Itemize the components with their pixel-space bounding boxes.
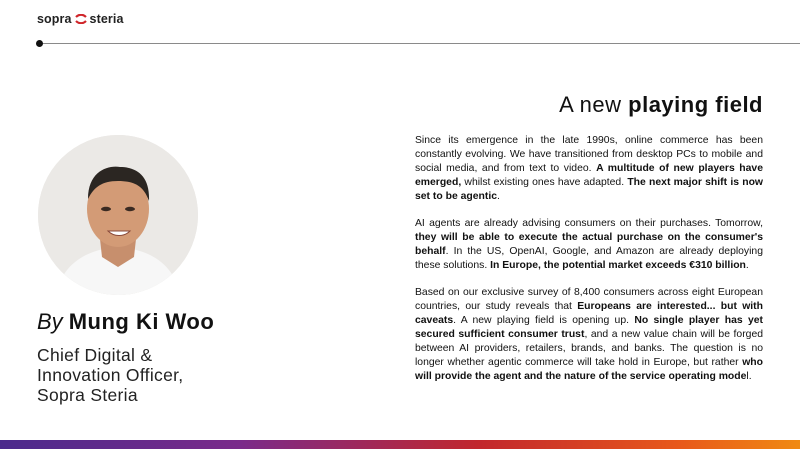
author-byline [37,309,214,335]
body-text: l. [746,371,752,382]
highlight-text: Europeans are interested... but with caveats [415,301,763,326]
highlight-text: In Europe, the potential market exceeds €310 billion [490,260,746,271]
logo-mark-icon [74,14,88,24]
body-text: . [497,191,500,202]
title-light: A new [559,92,622,117]
body-paragraph [415,217,763,273]
author-portrait [38,135,198,295]
author-role [37,345,183,405]
body-text: AI agents are already advising consumers on their purchases. Tomorrow, [415,218,763,229]
body-paragraph [415,286,763,384]
article-body [415,134,763,397]
body-paragraph [415,134,763,204]
body-text: Since its emergence in the late 1990s, online commerce has been constantly evolving. We have transitioned from desktop PCs to mobile and social media, and from text to video. [415,135,763,174]
highlight-text: A multitude of new players have emerged, [415,163,763,188]
author-role-line: Chief Digital & [37,345,153,365]
sopra-steria-logo [37,12,124,26]
body-text: , and a new value chain will be forged between AI providers, retailers, brands, and banks. The question is no longer whether agentic commerce will take hold in Europe, but rather [415,329,763,368]
body-text: . In the US, OpenAI, Google, and Amazon are already deploying these solutions. [415,246,763,271]
body-text: . A new playing field is opening up. [453,315,635,326]
logo-text-left: sopra [37,12,72,26]
highlight-text: The next major shift is now set to be agentic [415,177,763,202]
author-name: Mung Ki Woo [68,309,215,334]
body-text: Based on our exclusive survey of 8,400 consumers across eight European countries, our study reveals that [415,287,763,312]
body-text: . [745,260,749,271]
highlight-text: who will provide the agent and the nature of the service operating mode [415,357,763,382]
byline-prefix: By [37,309,63,334]
title-bold: playing field [628,92,763,117]
portrait-illustration [38,135,198,295]
bottom-gradient-bar [0,440,800,449]
highlight-text: No single player has yet secured sufficient consumer trust [415,315,763,340]
logo-text-right: steria [89,12,124,26]
body-text: whilst existing ones have adapted. [461,177,628,188]
highlight-text: they will be able to execute the actual purchase on the consumer's behalf [415,232,763,257]
author-role-line: Sopra Steria [37,385,138,405]
author-role-line: Innovation Officer, [37,365,184,385]
top-divider [40,43,800,44]
page-title [559,92,763,118]
divider-dot [36,40,43,47]
